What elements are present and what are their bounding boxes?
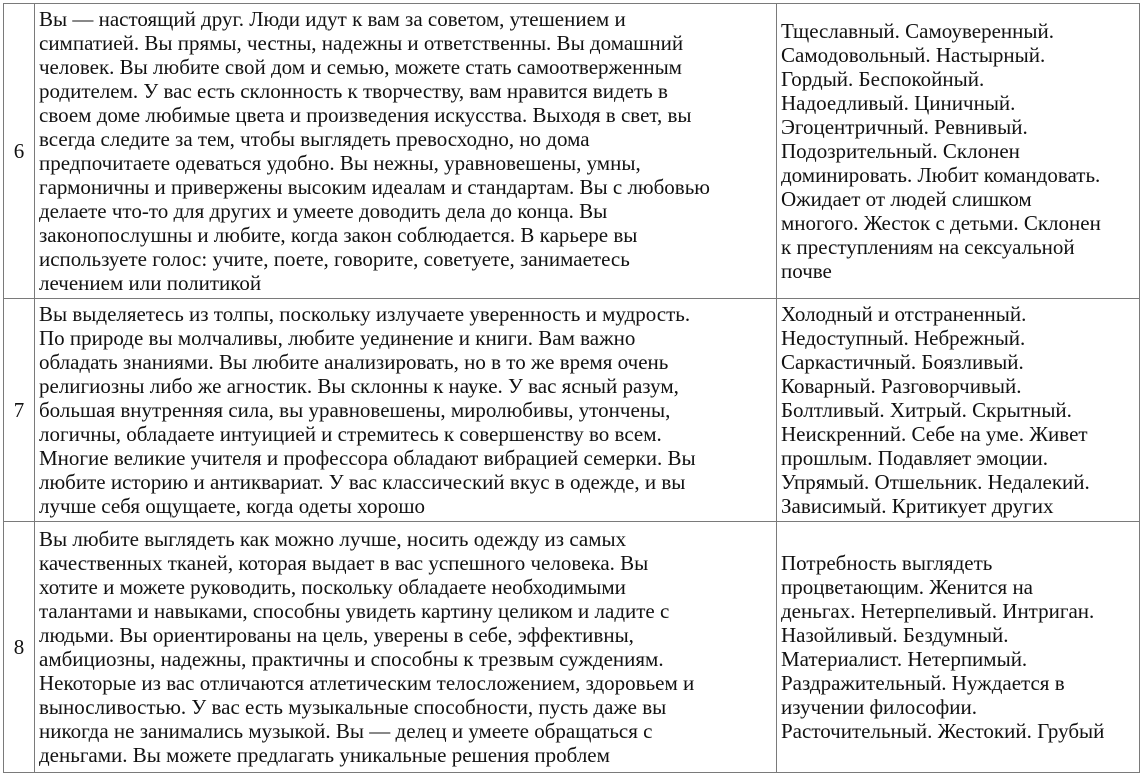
text-line: лучше себя ощущаете, когда одеты хорошо bbox=[39, 494, 425, 518]
text-line: религиозны либо же агностик. Вы склонны к науке. У вас ясный разум, bbox=[39, 374, 679, 398]
text-line: талантами и навыками, способны увидеть картину целиком и ладите с bbox=[39, 599, 670, 623]
text-line: предпочитаете одеваться удобно. Вы нежны, уравновешены, умны, bbox=[39, 151, 641, 175]
text-line: всегда следите за тем, чтобы выглядеть превосходно, но дома bbox=[39, 127, 590, 151]
text-line: деньгами. Вы можете предлагать уникальные решения проблем bbox=[39, 743, 610, 767]
text-line: Материалист. Нетерпимый. bbox=[781, 647, 1028, 671]
row-number: 7 bbox=[4, 299, 35, 522]
text-line: Вы выделяетесь из толпы, поскольку излучаете уверенность и мудрость. bbox=[39, 302, 691, 326]
text-line: Зависимый. Критикует других bbox=[781, 494, 1054, 518]
text-line: Расточительный. Жестокий. Грубый bbox=[781, 719, 1105, 743]
text-line: людьми. Вы ориентированы на цель, уверены в себе, эффективны, bbox=[39, 623, 634, 647]
text-line: хотите и можете руководить, поскольку обладаете необходимыми bbox=[39, 575, 626, 599]
table-row bbox=[4, 4, 1140, 299]
numerology-table bbox=[3, 3, 1140, 773]
text-line: доминировать. Любит командовать. bbox=[781, 163, 1101, 187]
text-line: родителем. У вас есть склонность к творчеству, вам нравится видеть в bbox=[39, 79, 668, 103]
text-line: своем доме любимые цвета и произведения искусства. Выходя в свет, вы bbox=[39, 103, 692, 127]
row-number: 6 bbox=[4, 4, 35, 299]
traits-cell bbox=[777, 522, 1140, 773]
text-line: прошлым. Подавляет эмоции. bbox=[781, 446, 1048, 470]
text-line: Недоступный. Небрежный. bbox=[781, 326, 1026, 350]
text-line: никогда не занимались музыкой. Вы — делец и умеете обращаться с bbox=[39, 719, 653, 743]
text-line: многого. Жесток с детьми. Склонен bbox=[781, 211, 1101, 235]
table-row bbox=[4, 299, 1140, 522]
text-line: качественных тканей, которая выдает в вас успешного человека. Вы bbox=[39, 551, 649, 575]
text-line: Эгоцентричный. Ревнивый. bbox=[781, 115, 1028, 139]
text-line: почве bbox=[781, 259, 832, 283]
text-line: Потребность выглядеть bbox=[781, 551, 993, 575]
text-line: Вы — настоящий друг. Люди идут к вам за советом, утешением и bbox=[39, 7, 626, 31]
table-row bbox=[4, 522, 1140, 773]
traits-cell bbox=[777, 4, 1140, 299]
text-line: Болтливый. Хитрый. Скрытный. bbox=[781, 398, 1072, 422]
text-line: Неискренний. Себе на уме. Живет bbox=[781, 422, 1088, 446]
text-line: к преступлениям на сексуальной bbox=[781, 235, 1075, 259]
text-line: процветающим. Женится на bbox=[781, 575, 1033, 599]
text-line: законопослушны и любите, когда закон соблюдается. В карьере вы bbox=[39, 223, 638, 247]
text-line: деньгах. Нетерпеливый. Интриган. bbox=[781, 599, 1095, 623]
traits-cell bbox=[777, 299, 1140, 522]
text-line: Назойливый. Бездумный. bbox=[781, 623, 1009, 647]
text-line: Ожидает от людей слишком bbox=[781, 187, 1032, 211]
description-cell bbox=[35, 522, 777, 773]
text-line: изучении философии. bbox=[781, 695, 977, 719]
text-line: симпатией. Вы прямы, честны, надежны и ответственны. Вы домашний bbox=[39, 31, 684, 55]
text-line: Раздражительный. Нуждается в bbox=[781, 671, 1065, 695]
text-line: лечением или политикой bbox=[39, 271, 262, 295]
text-line: амбициозны, надежны, практичны и способны к трезвым суждениям. bbox=[39, 647, 664, 671]
text-line: Упрямый. Отшельник. Недалекий. bbox=[781, 470, 1090, 494]
text-line: Коварный. Разговорчивый. bbox=[781, 374, 1022, 398]
text-line: большая внутренняя сила, вы уравновешены, миролюбивы, утончены, bbox=[39, 398, 671, 422]
text-line: гармоничны и привержены высоким идеалам и стандартам. Вы с любовью bbox=[39, 175, 710, 199]
text-line: Самодовольный. Настырный. bbox=[781, 43, 1046, 67]
text-line: Вы любите выглядеть как можно лучше, носить одежду из самых bbox=[39, 527, 627, 551]
text-line: Холодный и отстраненный. bbox=[781, 302, 1027, 326]
text-line: Подозрительный. Склонен bbox=[781, 139, 1020, 163]
text-line: По природе вы молчаливы, любите уединение и книги. Вам важно bbox=[39, 326, 636, 350]
text-line: обладать знаниями. Вы любите анализировать, но в то же время очень bbox=[39, 350, 669, 374]
text-line: используете голос: учите, поете, говорите, советуете, занимаетесь bbox=[39, 247, 630, 271]
description-cell bbox=[35, 299, 777, 522]
text-line: Саркастичный. Боязливый. bbox=[781, 350, 1024, 374]
text-line: Многие великие учителя и профессора обладают вибрацией семерки. Вы bbox=[39, 446, 696, 470]
text-line: человек. Вы любите свой дом и семью, можете стать самоотверженным bbox=[39, 55, 682, 79]
description-cell bbox=[35, 4, 777, 299]
text-line: выносливостью. У вас есть музыкальные способности, пусть даже вы bbox=[39, 695, 667, 719]
text-line: любите историю и антиквариат. У вас классический вкус в одежде, и вы bbox=[39, 470, 686, 494]
text-line: логичны, обладаете интуицией и стремитесь к совершенству во всем. bbox=[39, 422, 662, 446]
text-line: Тщеславный. Самоуверенный. bbox=[781, 19, 1054, 43]
text-line: Некоторые из вас отличаются атлетическим телосложением, здоровьем и bbox=[39, 671, 695, 695]
text-line: Гордый. Беспокойный. bbox=[781, 67, 985, 91]
text-line: делаете что-то для других и умеете доводить дела до конца. Вы bbox=[39, 199, 608, 223]
text-line: Надоедливый. Циничный. bbox=[781, 91, 1016, 115]
row-number: 8 bbox=[4, 522, 35, 773]
